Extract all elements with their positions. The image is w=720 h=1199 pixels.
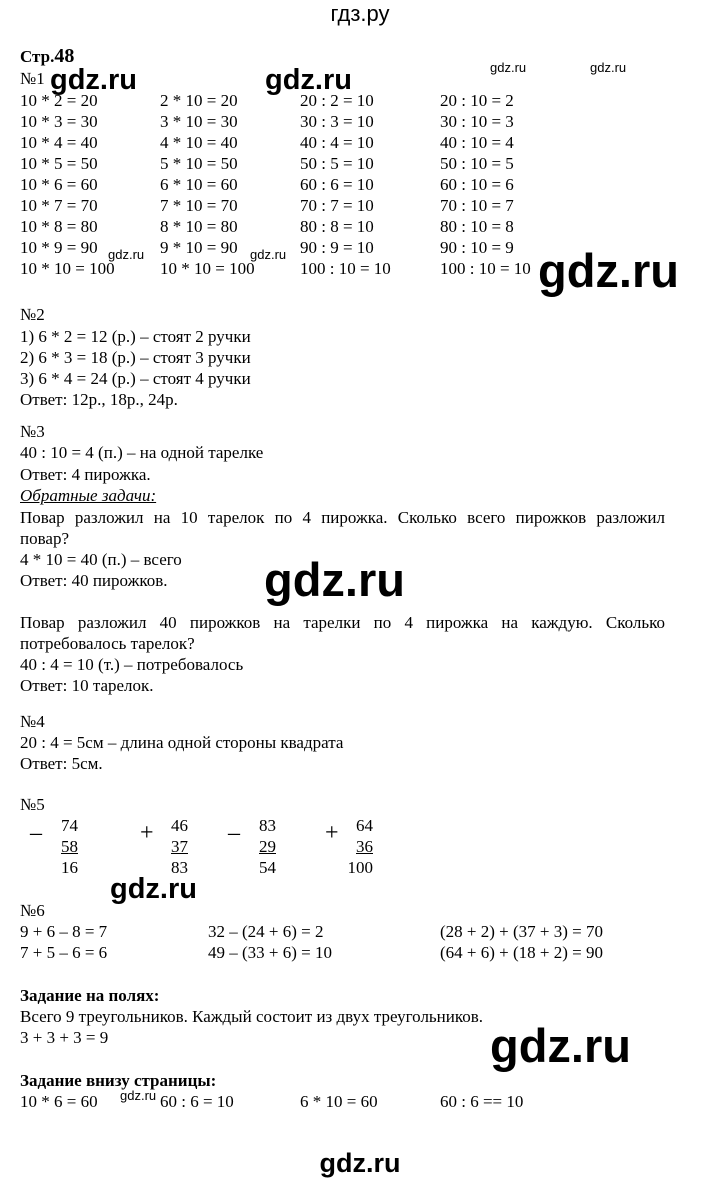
- calc-operator: –: [228, 820, 240, 846]
- task1-expr: 10 * 7 = 70: [20, 196, 98, 215]
- bottom-task-item: 6 * 10 = 60: [300, 1092, 378, 1111]
- task1-expr: 20 : 10 = 2: [440, 91, 514, 110]
- task1-expr: 60 : 6 = 10: [300, 175, 374, 194]
- margin-task-line: 3 + 3 + 3 = 9: [20, 1028, 109, 1047]
- inverse-task2-text: Повар разложил 40 пирожков на тарелки по 4 пирожка на каждую. Сколько: [20, 613, 665, 632]
- inverse-task1-answer: Ответ: 40 пирожков.: [20, 571, 168, 590]
- task1-expr: 50 : 5 = 10: [300, 154, 374, 173]
- calc-operand: 58: [61, 837, 78, 856]
- watermark: gdz.ru: [490, 1019, 631, 1072]
- task1-expr: 10 * 10 = 100: [160, 259, 255, 278]
- calc-result: 54: [259, 858, 276, 877]
- task1-expr: 100 : 10 = 10: [300, 259, 391, 278]
- task6-expr: (28 + 2) + (37 + 3) = 70: [440, 922, 603, 941]
- task1-expr: 40 : 10 = 4: [440, 133, 514, 152]
- task1-expr: 9 * 10 = 90: [160, 238, 238, 257]
- calc-operand: 74: [61, 816, 78, 835]
- task1-expr: 60 : 10 = 6: [440, 175, 514, 194]
- task1-expr: 30 : 10 = 3: [440, 112, 514, 131]
- task1-expr: 10 * 8 = 80: [20, 217, 98, 236]
- inverse-task2-answer: Ответ: 10 тарелок.: [20, 676, 154, 695]
- task1-expr: 10 * 3 = 30: [20, 112, 98, 131]
- watermark: gdz.ru: [250, 247, 287, 262]
- task1-expr: 6 * 10 = 60: [160, 175, 238, 194]
- calc-operator: –: [30, 820, 42, 846]
- task1-expr: 80 : 10 = 8: [440, 217, 514, 236]
- calc-result: 100: [347, 858, 373, 877]
- task6-label: №6: [20, 901, 45, 920]
- page-number: 48: [54, 45, 75, 67]
- task3-label: №3: [20, 422, 45, 441]
- margin-task-line: Всего 9 треугольников. Каждый состоит из двух треугольников.: [20, 1007, 484, 1026]
- task1-expr: 5 * 10 = 50: [160, 154, 238, 173]
- task1-expr: 80 : 8 = 10: [300, 217, 374, 236]
- watermark: gdz.ru: [265, 64, 352, 96]
- column-calc: [228, 815, 288, 895]
- bottom-task-item: 60 : 6 = 10: [160, 1092, 234, 1111]
- calc-operand: 64: [356, 816, 373, 835]
- calc-operand: 29: [259, 837, 276, 856]
- inverse-task2-text: потребовалось тарелок?: [20, 634, 195, 653]
- column-calc: [30, 815, 90, 895]
- task4-label: №4: [20, 712, 45, 731]
- inverse-task1-calc: 4 * 10 = 40 (п.) – всего: [20, 550, 182, 569]
- task1-expr: 8 * 10 = 80: [160, 217, 238, 236]
- task1-expr: 4 * 10 = 40: [160, 133, 238, 152]
- task1-expr: 10 * 2 = 20: [20, 91, 98, 110]
- inverse-tasks-title: Обратные задачи:: [20, 486, 157, 505]
- watermark: gdz.ru: [108, 247, 145, 262]
- task2-line: 2) 6 * 3 = 18 (р.) – стоят 3 ручки: [20, 348, 251, 367]
- task1-expr: 40 : 4 = 10: [300, 133, 374, 152]
- task5-label: №5: [20, 795, 45, 814]
- task1-expr: 100 : 10 = 10: [440, 259, 531, 278]
- task1-expr: 3 * 10 = 30: [160, 112, 238, 131]
- task1-label: №1: [20, 69, 45, 88]
- task1-expr: 90 : 9 = 10: [300, 238, 374, 257]
- watermark: gdz.ru: [538, 244, 679, 297]
- calc-operand: 36: [356, 837, 373, 856]
- task1-expr: 7 * 10 = 70: [160, 196, 238, 215]
- inverse-task2-calc: 40 : 4 = 10 (т.) – потребовалось: [20, 655, 244, 674]
- inverse-task1-text: Повар разложил на 10 тарелок по 4 пирожка. Сколько всего пирожков разложил: [20, 508, 665, 527]
- bottom-task-item: 60 : 6 == 10: [440, 1092, 524, 1111]
- task1-expr: 10 * 4 = 40: [20, 133, 98, 152]
- task6-expr: 49 – (33 + 6) = 10: [208, 943, 332, 962]
- task1-expr: 30 : 3 = 10: [300, 112, 374, 131]
- task1-expr: 2 * 10 = 20: [160, 91, 238, 110]
- calc-operand: 46: [171, 816, 188, 835]
- watermark: gdz.ru: [120, 1088, 157, 1103]
- column-calc: [325, 815, 385, 895]
- calc-result: 83: [171, 858, 188, 877]
- task1-expr: 70 : 10 = 7: [440, 196, 514, 215]
- task2-line: 3) 6 * 4 = 24 (р.) – стоят 4 ручки: [20, 369, 251, 388]
- watermark: gdz.ru: [264, 553, 405, 606]
- task4-line: 20 : 4 = 5см – длина одной стороны квадрата: [20, 733, 344, 752]
- task6-expr: 32 – (24 + 6) = 2: [208, 922, 324, 941]
- task4-answer: Ответ: 5см.: [20, 754, 103, 773]
- calc-operator: +: [325, 820, 339, 846]
- task2-answer: Ответ: 12р., 18р., 24р.: [20, 390, 178, 409]
- watermark: gdz.ru: [110, 873, 197, 905]
- watermark: gdz.ru: [50, 64, 137, 96]
- calc-result: 16: [61, 858, 78, 877]
- bottom-task-title: Задание внизу страницы:: [20, 1071, 217, 1090]
- task6-expr: (64 + 6) + (18 + 2) = 90: [440, 943, 603, 962]
- task6-expr: 9 + 6 – 8 = 7: [20, 922, 108, 941]
- task1-expr: 20 : 2 = 10: [300, 91, 374, 110]
- watermark: gdz.ru: [590, 60, 627, 75]
- task1-expr: 50 : 10 = 5: [440, 154, 514, 173]
- task2-label: №2: [20, 305, 45, 324]
- task1-expr: 10 * 9 = 90: [20, 238, 98, 257]
- page-label: Стр.: [20, 47, 55, 66]
- calc-operand: 83: [259, 816, 276, 835]
- task1-expr: 10 * 6 = 60: [20, 175, 98, 194]
- site-header: гдз.ру: [330, 1, 390, 26]
- calc-operand: 37: [171, 837, 188, 856]
- task1-expr: 10 * 5 = 50: [20, 154, 98, 173]
- task2-line: 1) 6 * 2 = 12 (р.) – стоят 2 ручки: [20, 327, 251, 346]
- task1-expr: 10 * 10 = 100: [20, 259, 115, 278]
- margin-task-title: Задание на полях:: [20, 986, 160, 1005]
- watermark: gdz.ru: [490, 60, 527, 75]
- footer-watermark: gdz.ru: [319, 1148, 401, 1178]
- bottom-task-item: 10 * 6 = 60: [20, 1092, 98, 1111]
- task6-expr: 7 + 5 – 6 = 6: [20, 943, 108, 962]
- inverse-task1-text: повар?: [20, 529, 69, 548]
- task1-expr: 70 : 7 = 10: [300, 196, 374, 215]
- task3-line: 40 : 10 = 4 (п.) – на одной тарелке: [20, 443, 264, 462]
- task1-expr: 90 : 10 = 9: [440, 238, 514, 257]
- calc-operator: +: [140, 820, 154, 846]
- task3-answer: Ответ: 4 пирожка.: [20, 465, 151, 484]
